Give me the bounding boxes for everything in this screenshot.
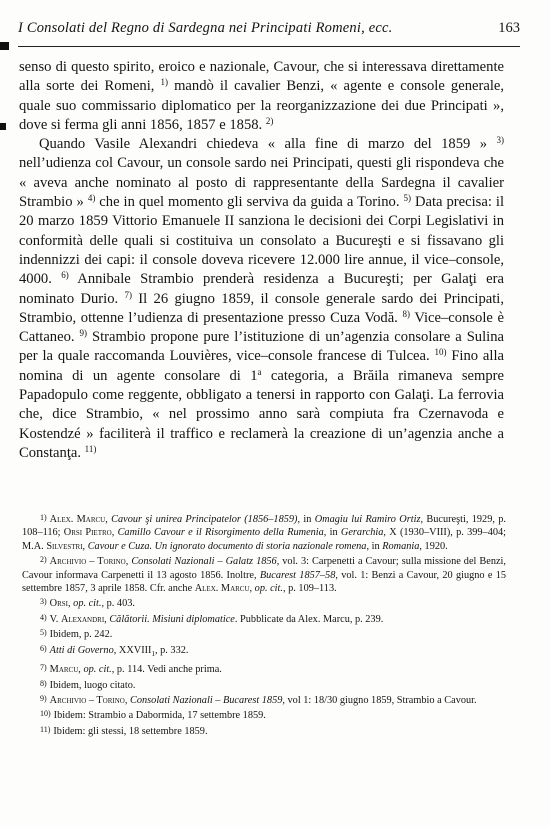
footnotes: [22, 511, 506, 738]
footnote-1: [22, 511, 506, 553]
footnote-number: 2): [40, 555, 47, 565]
footnote-number: 11): [40, 724, 51, 734]
footnote-text: Atti di Governo, $XXVIII_1$, p. 332.: [49, 644, 189, 658]
footnote-ref: 1): [160, 77, 168, 88]
footnote-ref: 4): [87, 193, 96, 204]
footnote-4: [22, 611, 506, 626]
running-title: I Consolati del Regno di Sardegna nei Principati Romeni, ecc.: [18, 20, 393, 36]
paragraph-1: senso di questo spirito, eroico e nazionale, Cavour, che si interessava direttamente alla sorte dei Romeni, $^{1)}$ mandò il cavalier Benzi, « agente e console generale, quale suo commissario diplomatico per la reorganizzazione dei due Principati », dove si ferma gli anni 1856, 1857 e 1858. $^{2)}$: [19, 59, 504, 133]
running-header: [18, 20, 520, 42]
footnote-ref: 10): [434, 347, 447, 358]
footnote-8: [22, 677, 506, 692]
footnote-5: [22, 626, 506, 641]
footnote-number: 10): [40, 709, 51, 719]
footnote-number: 9): [40, 693, 47, 703]
footnote-ref: 3): [496, 135, 504, 146]
footnote-number: 1): [40, 513, 47, 522]
footnote-text: V. Alexandri, Călătorii. Misiuni diplomatice. Pubblicate da Alex. Marcu, p. 239.: [49, 613, 384, 625]
footnote-text: Marcu, op. cit., p. 114. Vedi anche prima.: [49, 664, 222, 676]
footnote-text: Orsi, op. cit., p. 403.: [49, 598, 135, 610]
footnote-ref: 2): [265, 115, 274, 126]
scan-mark-left: [0, 123, 6, 130]
footnote-number: 3): [40, 597, 47, 607]
footnote-text: Alex. Marcu, Cavour şi unirea Principatelor (1856–1859), in Omagiu lui Ramiro Ortiz, Bucureşti, 1929, p. 108–116; Orsi Pietro, Camillo Cavour e il Risorgimento della Rumenia, in Gerarchia, X (1930–VIII), p. 399–404; M.A. Silvestri, Cavour e Cuza. Un ignorato documento di storia nazionale romena, in Romania, 1920.: [22, 514, 506, 552]
footnote-number: 4): [40, 612, 47, 622]
footnote-text: Archivio – Torino, Consolati Nazionali – Bucarest 1859, vol 1: 18/30 giugno 1859, Strambio a Cavour.: [49, 694, 477, 706]
footnote-text: Ibidem: Strambio a Dabormida, 17 settembre 1859.: [53, 710, 266, 722]
footnote-7: [22, 661, 506, 676]
footnote-9: [22, 692, 506, 707]
footnote-number: 8): [40, 678, 47, 688]
footnote-text: Ibidem, p. 242.: [49, 629, 113, 641]
footnote-ref: 7): [124, 289, 132, 300]
footnote-10: [22, 707, 506, 722]
body-text: [19, 58, 504, 463]
scan-mark-top: [0, 42, 9, 50]
footnote-11: [22, 723, 506, 738]
footnote-6: [22, 642, 506, 661]
footnote-number: 6): [40, 643, 47, 653]
footnote-ref: 6): [61, 270, 69, 281]
footnote-number: 7): [40, 663, 47, 673]
footnote-ref: 8): [402, 308, 410, 319]
footnote-text: Ibidem, luogo citato.: [49, 679, 136, 691]
header-rule: [18, 46, 520, 47]
footnote-ref: 5): [403, 193, 411, 204]
footnote-ref: 9): [79, 328, 88, 339]
footnote-ref: 11): [84, 443, 97, 454]
paragraph-2: Quando Vasile Alexandri chiedeva « alla fine di marzo del 1859 » $^{3)}$ nell’udienza col Cavour, un console sardo nei Principati, questi gli rispondeva che « aveva anche nominato al posto di rappresentante della Sardegna il cavalier Strambio » $^{4)}$ che in quel momento gli serviva da guida a Torino. $^{5)}$ Data precisa: il 20 marzo 1859 Vittorio Emanuele II sanziona le decisioni dei Corpi Legislativi in conformità delle quali si costituiva un consolato a Bucureşti e si fissavano gli indennizzi dei capi: il console doveva ricevere 12.000 lire annue, il vice–console, 4000. $^{6)}$ Annibale Strambio prenderà residenza a Bucureşti; per Galaţi era nominato Durio. $^{7)}$ Il 26 giugno 1859, il console generale sardo dei Principati, Strambio, ottenne l’udienza di presentazione presso Cuza Vodă. $^{8)}$ Vice–console è Cattaneo. $^{9)}$ Strambio propone pure l’istituzione di un’agenzia consolare a Sulina per la quale raccomanda Louvières, vice–console francese di Tulcea. $^{10)}$ Fino alla nomina di un agente consolare di 1$^a$ categoria, a Brăila rimaneva sempre Papadopulo come reggente, obbligato a tenersi in rapporto con Galaţi. La ferrovia che, dice Strambio, « nel prossimo anno sarà compiuta fra Czernavoda e Kostendzé » faciliterà il traffico e reclamerà la creazione di un’agenzia anche a Constanţa. $^{11)}$: [19, 135, 505, 461]
footnote-text: Archivio – Torino, Consolati Nazionali – Galatz 1856, vol. 3: Carpenetti a Cavour; sulla missione del Benzi, Cavour informava Carpenetti il 13 agosto 1856. Inoltre, Bucarest 1857–58, vol. 1: Benzi a Cavour, 20 giugno e 15 settembre 1857, 3 aprile 1858. Cfr. anche Alex. Marcu, op. cit., p. 109–113.: [22, 556, 506, 595]
footnote-2: [22, 553, 506, 595]
footnote-ref: a: [257, 366, 262, 377]
footnote-text: Ibidem: gli stessi, 18 settembre 1859.: [53, 725, 208, 737]
page-number: 163: [498, 20, 520, 36]
footnote-number: 5): [40, 628, 47, 638]
footnote-3: [22, 595, 506, 610]
